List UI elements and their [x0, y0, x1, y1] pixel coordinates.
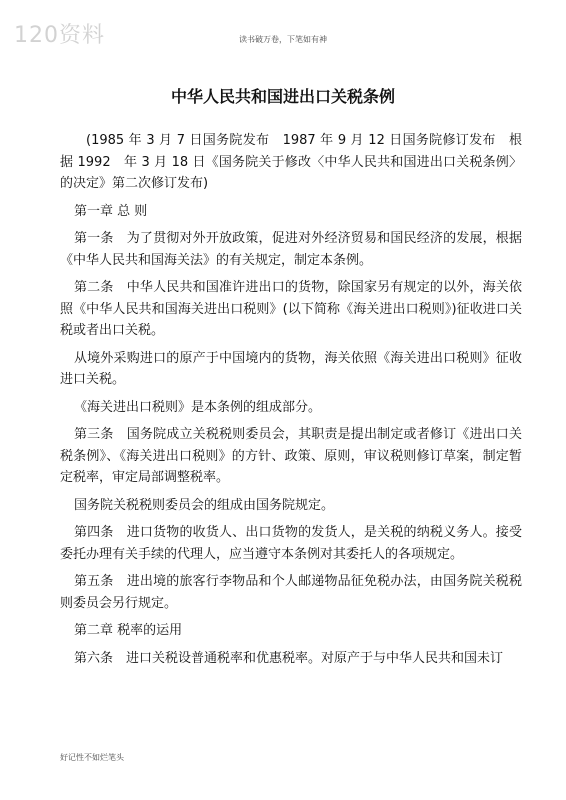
article-4-paragraph: 第四条 进口货物的收货人、出口货物的发货人，是关税的纳税义务人。接受委托办理有关手续的代理人，应当遵守本条例对其委托人的各项规定。	[60, 525, 522, 562]
watermark-logo: 120资料	[14, 23, 105, 48]
document-body	[60, 130, 522, 675]
article-2-paragraph: 第二条 中华人民共和国准许进出口的货物，除国家另有规定的以外，海关依照《中华人民共和国海关进出口税则》(以下简称《海关进出口税则》)征收进口关税或者出口关税。	[60, 280, 522, 338]
article-1-paragraph: 第一条 为了贯彻对外开放政策，促进对外经济贸易和国民经济的发展，根据《中华人民共和国海关法》的有关规定，制定本条例。	[60, 231, 522, 268]
preamble-paragraph: (1985 年 3 月 7 日国务院发布 1987 年 9 月 12 日国务院修订发布 根据 1992 年 3 月 18 日《国务院关于修改〈中华人民共和国进出口关税条例〉的决定》第二次修订发布)	[60, 133, 522, 191]
document-title: 中华人民共和国进出口关税条例	[170, 87, 395, 106]
article-2-sub-paragraph-1: 从境外采购进口的原产于中国境内的货物，海关依照《海关进出口税则》征收进口关税。	[60, 350, 522, 387]
footer-motto: 好记性不如烂笔头	[60, 753, 124, 762]
article-3-sub-paragraph: 国务院关税税则委员会的组成由国务院规定。	[74, 497, 335, 513]
article-3-paragraph: 第三条 国务院成立关税税则委员会，其职责是提出制定或者修订《进出口关税条例》、《海关进出口税则》的方针、政策、原则，审议税则修订草案，制定暂定税率，审定局部调整税率。	[60, 427, 522, 485]
article-6-paragraph: 第六条 进口关税设普通税率和优惠税率。对原产于与中华人民共和国未订	[74, 650, 504, 666]
chapter-heading-2: 第二章 税率的运用	[74, 623, 183, 638]
article-2-sub-paragraph-2: 《海关进出口税则》是本条例的组成部分。	[74, 399, 322, 415]
article-5-paragraph: 第五条 进出境的旅客行李物品和个人邮递物品征免税办法，由国务院关税税则委员会另行规定。	[60, 574, 522, 611]
chapter-heading-1: 第一章 总 则	[74, 203, 148, 219]
header-motto: 读书破万卷，下笔如有神	[239, 35, 327, 44]
